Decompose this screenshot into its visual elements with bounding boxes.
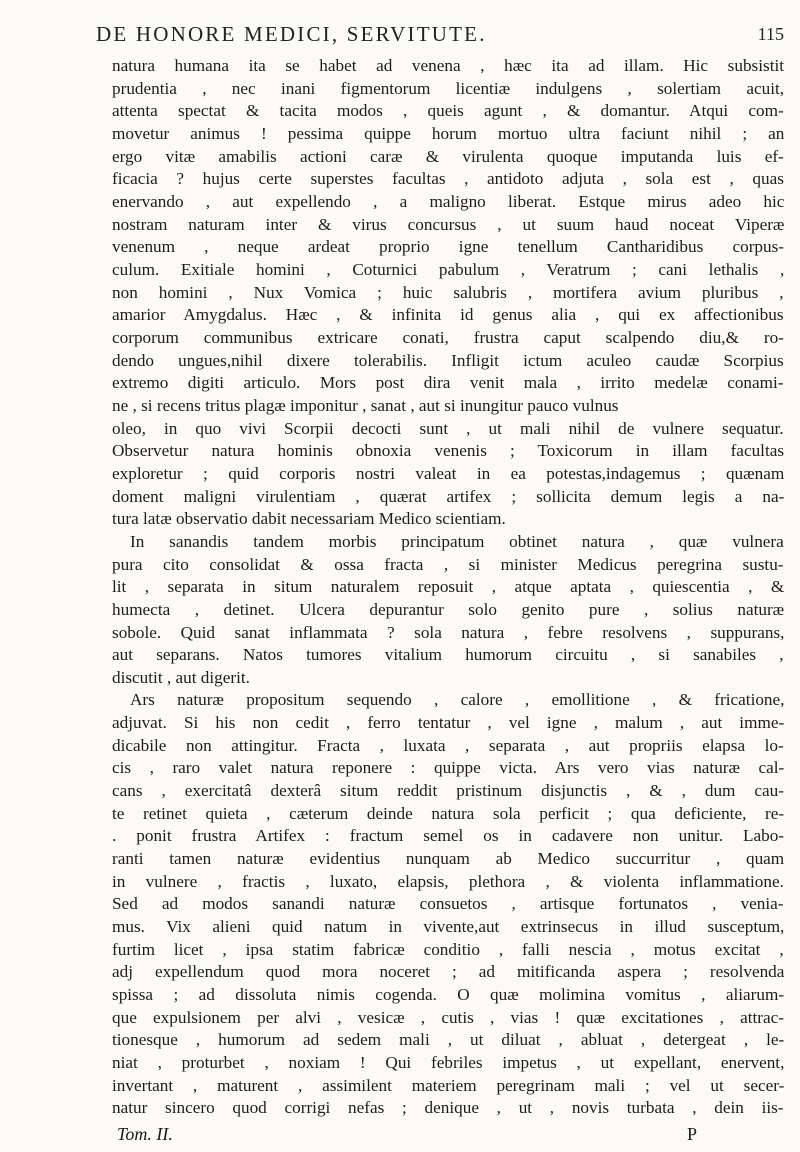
page-footer	[117, 1124, 697, 1148]
text-line: attenta spectat & tacita modos , queis agunt , & domantur. Atqui com-	[112, 101, 784, 121]
tome-label: Tom. II.	[117, 1124, 173, 1144]
text-line: . ponit frustra Artifex : fractum semel os in cadavere non unitur. Labo-	[112, 826, 785, 846]
text-line: natura humana ita se habet ad venena , hæc ita ad illam. Hic subsistit	[112, 56, 785, 75]
text-line: ficacia ? hujus certe superstes facultas , antidoto adjuta , sola est , quas	[112, 169, 784, 189]
text-line: dicabile non attingitur. Fracta , luxata , separata , aut propriis elapsa lo-	[112, 735, 784, 755]
signature-mark: P	[686, 1124, 697, 1144]
text-line: extremo digiti articulo. Mors post dira venit mala , irrito medelæ conami-	[112, 373, 784, 393]
text-line: te retinet quieta , cæterum deinde natura sola perficit ; qua deficiente, re-	[112, 803, 785, 823]
text-line: Ars naturæ propositum sequendo , calore , emollitione , & fricatione,	[130, 690, 785, 710]
text-line: movetur animus ! pessima quippe horum mortuo ultra faciunt nihil ; an	[112, 123, 785, 143]
text-line: spissa ; ad dissoluta nimis cogenda. O quæ molimina vomitus , aliarum-	[112, 985, 785, 1005]
text-line: oleo, in quo vivi Scorpii decocti sunt , ut mali nihil de vulnere sequatur.	[112, 418, 784, 438]
text-line: corporum communibus extricare conati, frustra caput scalpendo diu,& ro-	[112, 327, 784, 347]
text-line: non homini , Nux Vomica ; huic salubris , mortifera avium pluribus ,	[112, 282, 784, 302]
text-line: nostram naturam inter & virus concursus , ut suum haud noceat Viperæ	[112, 214, 785, 234]
text-line: lit , separata in situm naturalem reposuit , atque aptata , quiescentia , &	[112, 577, 785, 597]
text-line: cis , raro valet natura reponere : quippe victa. Ars vero vias naturæ cal-	[112, 758, 785, 778]
text-line: prudentia , nec inani figmentorum licentiæ indulgens , solertiam acuit,	[112, 78, 785, 98]
text-line: in vulnere , fractis , luxato, elapsis, plethora , & violenta inflammatione.	[112, 871, 784, 891]
text-line: tura latæ observatio dabit necessariam Medico scientiam.	[112, 509, 506, 529]
text-line: cans , exercitatâ dexterâ situm reddit pristinum disjunctis , & , dum cau-	[112, 781, 784, 801]
text-line: Sed ad modos sanandi naturæ consuetos , artisque fortunatos , venia-	[112, 894, 784, 914]
text-line: exploretur ; quid corporis nostri valeat in ea potestas,indagemus ; quænam	[112, 463, 785, 483]
text-line: dendo ungues,nihil dixere tolerabilis. Infligit ictum aculeo caudæ Scorpius	[112, 350, 784, 370]
text-line: adj expellendum quod mora noceret ; ad mitificanda aspera ; resolvenda	[112, 962, 785, 982]
text-line: adjuvat. Si his non cedit , ferro tentatur , vel igne , malum , aut imme-	[112, 713, 785, 733]
page-number: 115	[757, 24, 784, 44]
text-line: In sanandis tandem morbis principatum obtinet natura , quæ vulnera	[130, 531, 784, 551]
text-line: que expulsionem per alvi , vesicæ , cutis , vias ! quæ excitationes , attrac-	[112, 1007, 785, 1027]
text-line: tionesque , humorum ad sedem mali , ut diluat , abluat , detergeat , le-	[112, 1030, 785, 1050]
text-line: culum. Exitiale homini , Coturnici pabulum , Veratrum ; cani lethalis ,	[112, 259, 785, 279]
text-line: aut separans. Natos tumores vitalium humorum circuitu , si sanabiles ,	[112, 645, 784, 665]
text-line: invertant , maturent , assimilent materiem peregrinam mali ; vel ut secer-	[112, 1075, 785, 1095]
text-line: Observetur natura hominis obnoxia venenis ; Toxicorum in illam facultas	[112, 441, 785, 461]
text-line: ergo vitæ amabilis actioni caræ & virulenta quoque imputanda luis ef-	[112, 146, 784, 166]
text-line: ranti tamen naturæ evidentius nunquam ab Medico succurritur , quam	[112, 849, 785, 869]
page-header	[96, 22, 784, 52]
text-line: discutit , aut digerit.	[112, 667, 250, 687]
text-line: humecta , detinet. Ulcera depurantur solo genito pure , solius naturæ	[112, 599, 785, 619]
text-line: ne , si recens tritus plagæ imponitur , sanat , aut si inungitur pauco vulnus	[112, 395, 619, 415]
text-line: niat , proturbet , noxiam ! Qui febriles impetus , ut expellant, enervent,	[112, 1053, 785, 1073]
text-line: pura cito consolidat & ossa fracta , si minister Medicus peregrina sustu-	[112, 554, 784, 574]
text-line: venenum , neque ardeat proprio igne tenellum Cantharidibus corpus-	[112, 237, 785, 257]
text-line: amarior Amygdalus. Hæc , & infinita id genus alia , qui ex affectionibus	[112, 305, 784, 325]
text-line: sobole. Quid sanat inflammata ? sola natura , febre resolvens , suppurans,	[112, 622, 785, 642]
text-line: doment maligni virulentiam , quærat artifex ; sollicita demum legis a na-	[112, 486, 785, 506]
text-line: natur sincero quod corrigi nefas ; denique , ut , novis turbata , dein iis-	[112, 1098, 784, 1118]
text-line: furtim licet , ipsa statim fabricæ conditio , falli nescia , motus excitat ,	[112, 939, 784, 959]
running-head: DE HONORE MEDICI, SERVITUTE.	[96, 22, 487, 46]
text-line: enervando , aut expellendo , a maligno liberat. Estque mirus adeo hic	[112, 191, 785, 211]
text-line: mus. Vix alieni quid natum in vivente,aut extrinsecus in illud susceptum,	[112, 917, 785, 937]
